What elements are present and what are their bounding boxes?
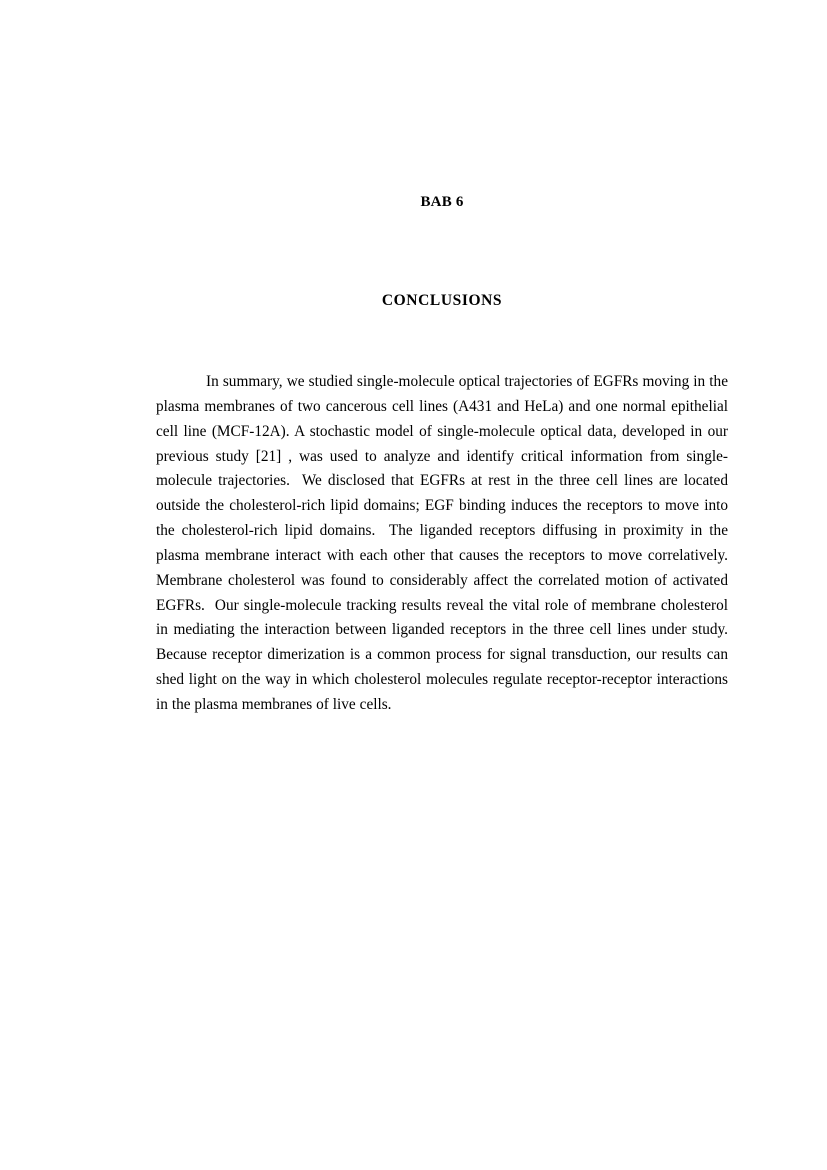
page-title: CONCLUSIONS xyxy=(381,292,503,310)
chapter-label: BAB 6 xyxy=(420,194,464,210)
conclusions-paragraph: In summary, we studied single-molecule optical trajectories of EGFRs moving in the plasma membranes of two cancerous cell lines (A431 and HeLa) and one normal epithelial cell line (MCF-12A). A stochastic model of single-molecule optical data, developed in our previous study [21] , was used to analyze and identify critical information from single-molecule trajectories. We disclosed that EGFRs at rest in the three cell lines are located outside the cholesterol-rich lipid domains; EGF binding induces the receptors to move into the cholesterol-rich lipid domains. The liganded receptors diffusing in proximity in the plasma membrane interact with each other that causes the receptors to move correlatively. Membrane cholesterol was found to considerably affect the correlated motion of activated EGFRs. Our single-molecule tracking results reveal the vital role of membrane cholesterol in mediating the interaction between liganded receptors in the three cell lines under study. Because receptor dimerization is a common process for signal transduction, our results can shed light on the way in which cholesterol molecules regulate receptor-receptor interactions in the plasma membranes of live cells. xyxy=(156,373,736,713)
body-text-block xyxy=(156,370,736,718)
